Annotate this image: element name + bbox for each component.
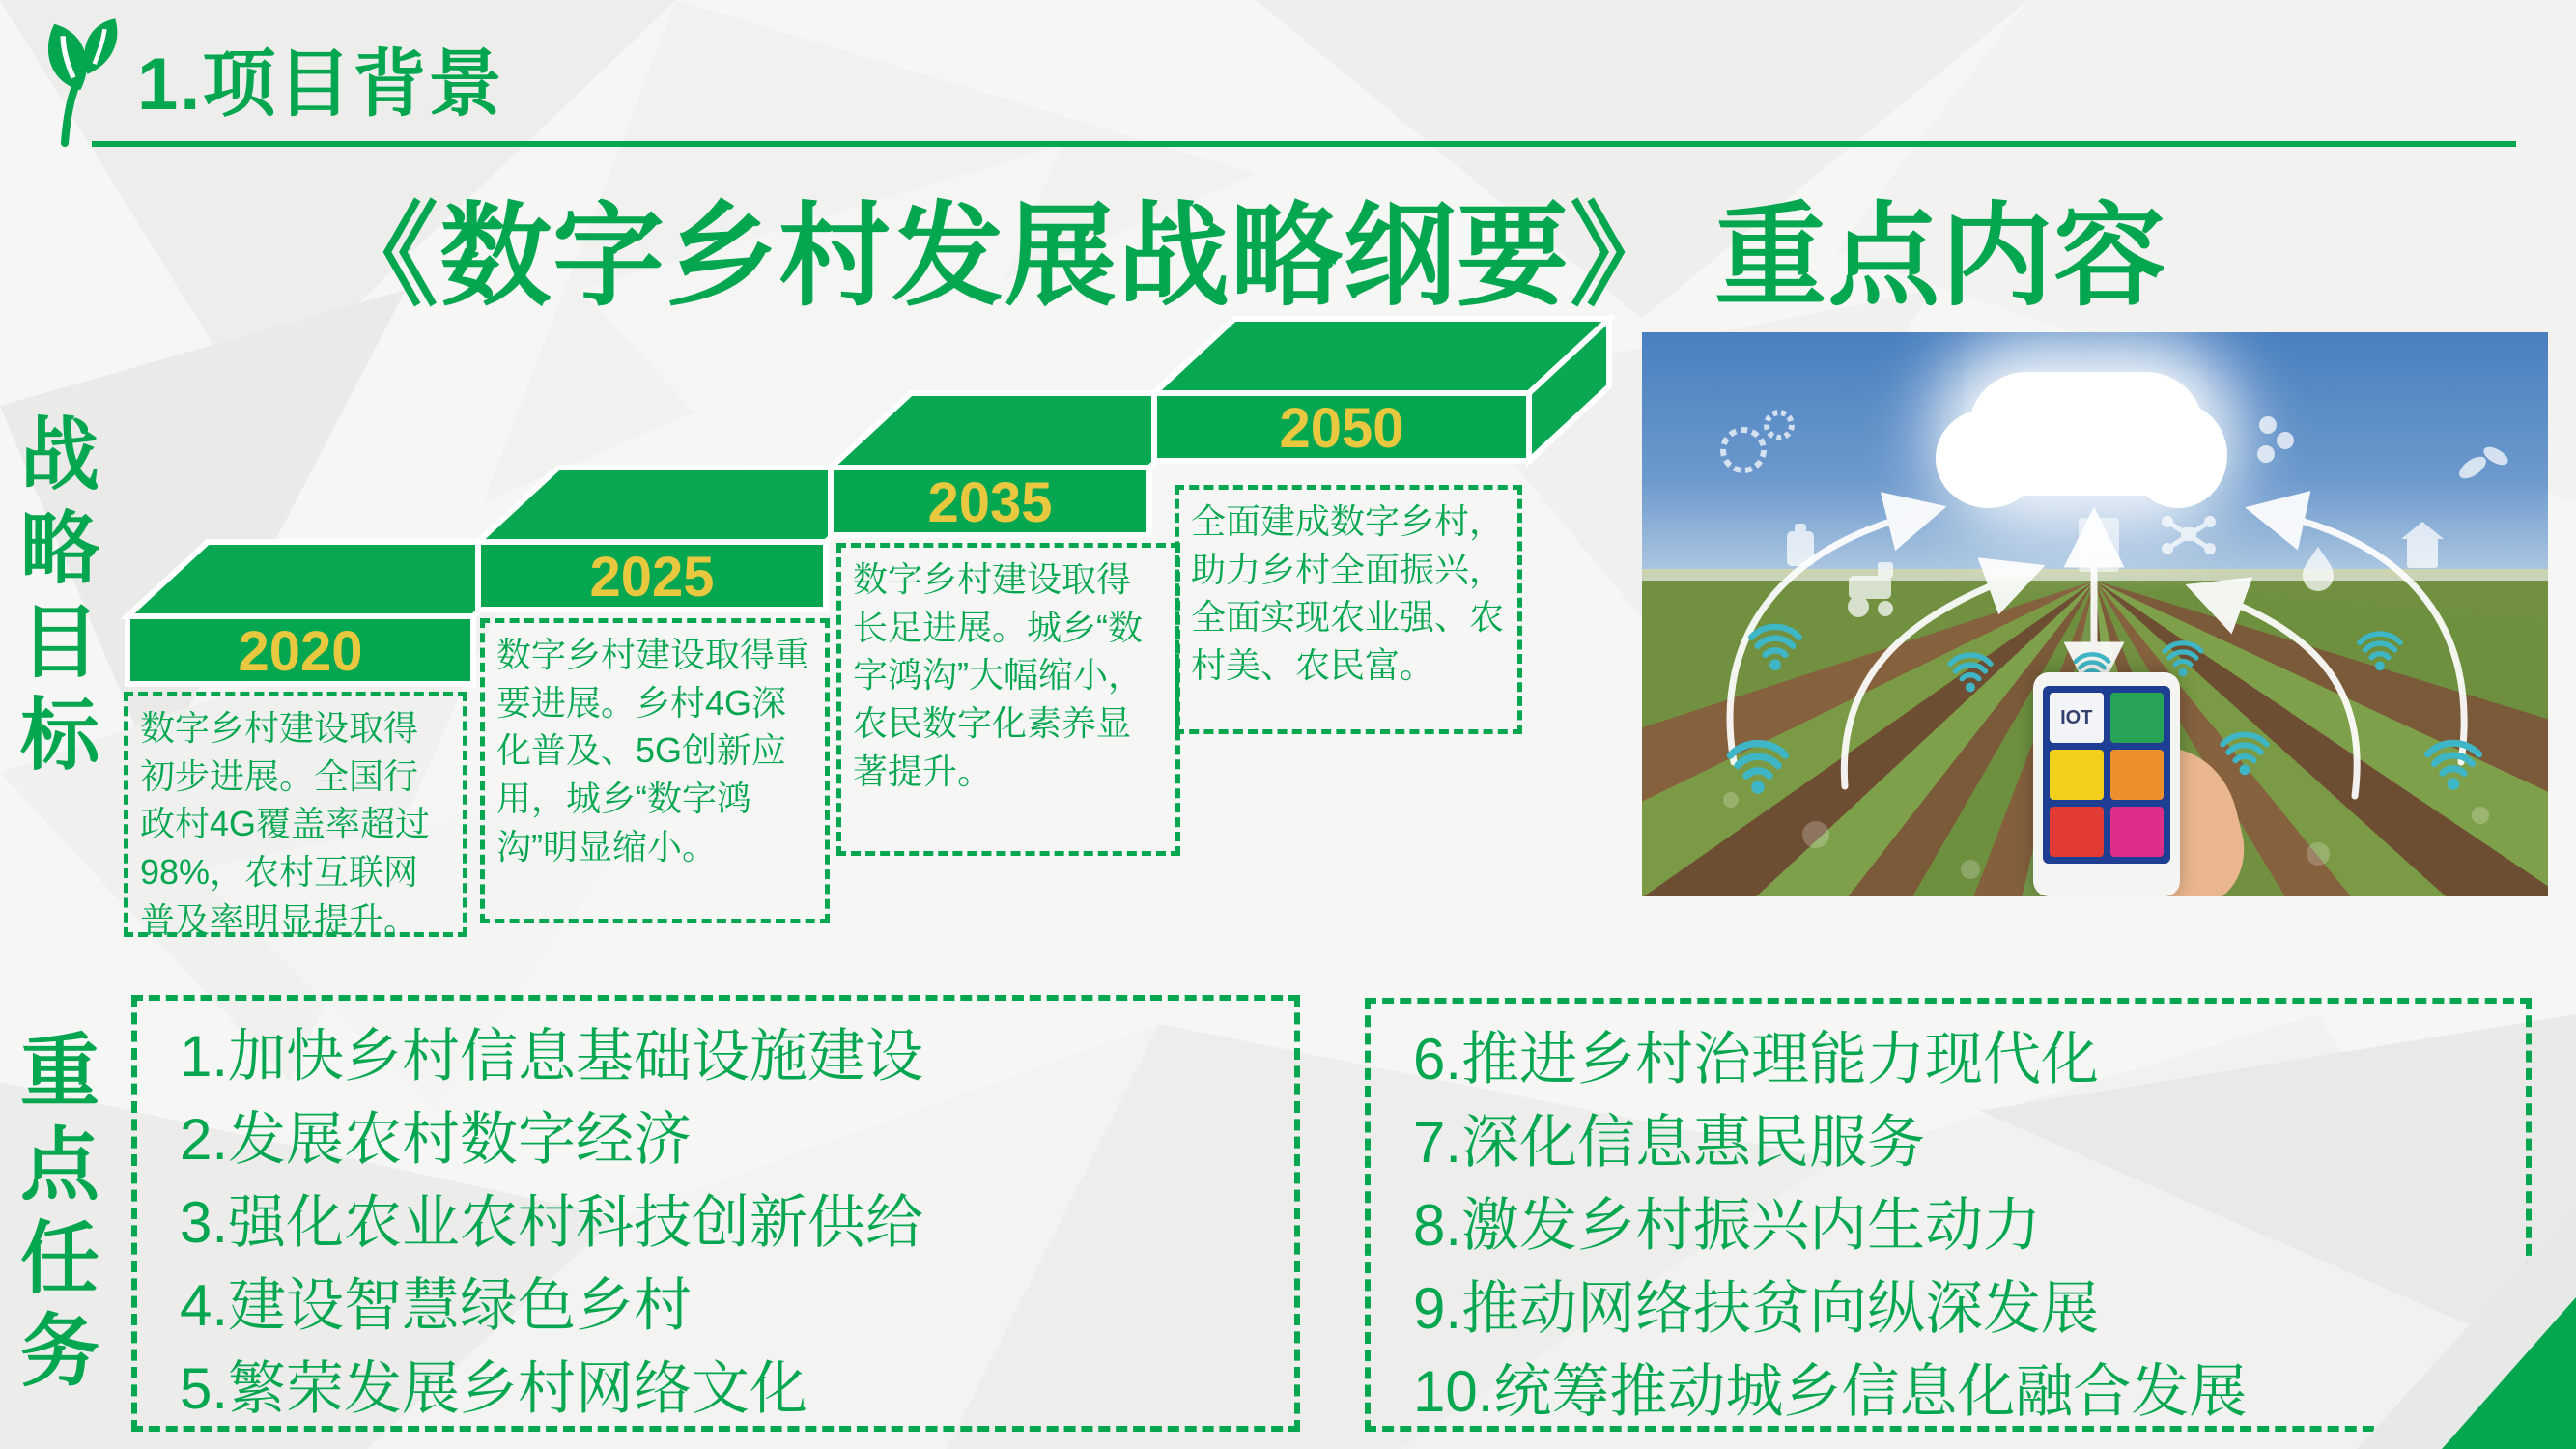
app-tile-iot: IOT: [2050, 693, 2104, 743]
gears-icon: [1723, 412, 1792, 470]
task-item-7: 7.深化信息惠民服务: [1413, 1110, 1926, 1175]
panel-icon: [2079, 518, 2119, 572]
arrow-left-outer: [1730, 514, 1917, 762]
arrow-right-inner: [2214, 595, 2357, 796]
task-item-4: 4.建设智慧绿色乡村: [180, 1273, 693, 1338]
task-item-6: 6.推进乡村治理能力现代化: [1413, 1027, 2100, 1092]
drone-icon: [2162, 516, 2216, 554]
smartphone: [2033, 672, 2180, 896]
task-item-9: 9.推动网络扶贫向纵深发展: [1413, 1276, 2100, 1341]
section-header: 1.项目背景: [137, 43, 504, 126]
key-tasks-label: 重点任务: [19, 1028, 99, 1397]
year-label-2050: 2050: [1279, 397, 1404, 460]
milestone-2050-description: 全面建成数字乡村，助力乡村全面振兴，全面实现农业强、农村美、农民富。: [1175, 485, 1522, 734]
smart-farm-photo: [1642, 332, 2548, 896]
app-tile-green: [2110, 693, 2165, 743]
antenna-icon: [2055, 392, 2108, 431]
milestone-2020-description: 数字乡村建设取得初步进展。全国行政村4G覆盖率超过98%，农村互联网普及率明显提升。: [124, 692, 467, 937]
year-label-2025: 2025: [589, 546, 715, 609]
app-tile-orange: [2110, 750, 2165, 800]
barn-icon: [2401, 522, 2444, 568]
task-item-10: 10.统筹推动城乡信息化融合发展: [1413, 1359, 2248, 1424]
task-list-left: [131, 995, 1300, 1432]
tractor-icon: [1848, 562, 1893, 617]
task-item-3: 3.强化农业农村科技创新供给: [180, 1190, 924, 1255]
arrow-left-inner: [1844, 576, 2017, 786]
leaf-logo-icon: [39, 10, 126, 155]
task-item-8: 8.激发乡村振兴内生动力: [1413, 1193, 2042, 1258]
task-item-1: 1.加快乡村信息基础设施建设: [180, 1024, 924, 1089]
waterdrop-icon: [2303, 547, 2334, 591]
app-tile-magenta: [2110, 807, 2165, 857]
smartphone-screen: [2043, 686, 2170, 864]
task-item-2: 2.发展农村数字经济: [180, 1107, 693, 1172]
milestone-2025-description: 数字乡村建设取得重要进展。乡村4G深化普及、5G创新应用，城乡“数字鸿沟”明显缩小。: [480, 618, 830, 923]
seed-bag-icon: [1787, 524, 1814, 566]
header-underline: [92, 141, 2516, 147]
strategy-goals-label: 战略目标: [19, 412, 99, 781]
molecule-icon: [2257, 416, 2294, 463]
task-list-right: [1365, 998, 2532, 1432]
app-tile-red: [2050, 807, 2104, 857]
milestone-2035-description: 数字乡村建设取得长足进展。城乡“数字鸿沟”大幅缩小，农民数字化素养显著提升。: [836, 543, 1180, 856]
page-title: 《数字乡村发展战略纲要》 重点内容: [326, 193, 2167, 319]
year-label-2020: 2020: [238, 620, 363, 683]
plant-icon: [2455, 443, 2510, 483]
year-label-2035: 2035: [927, 471, 1053, 534]
task-item-5: 5.繁荣发展乡村网络文化: [180, 1356, 808, 1421]
app-tile-yellow: [2050, 750, 2104, 800]
